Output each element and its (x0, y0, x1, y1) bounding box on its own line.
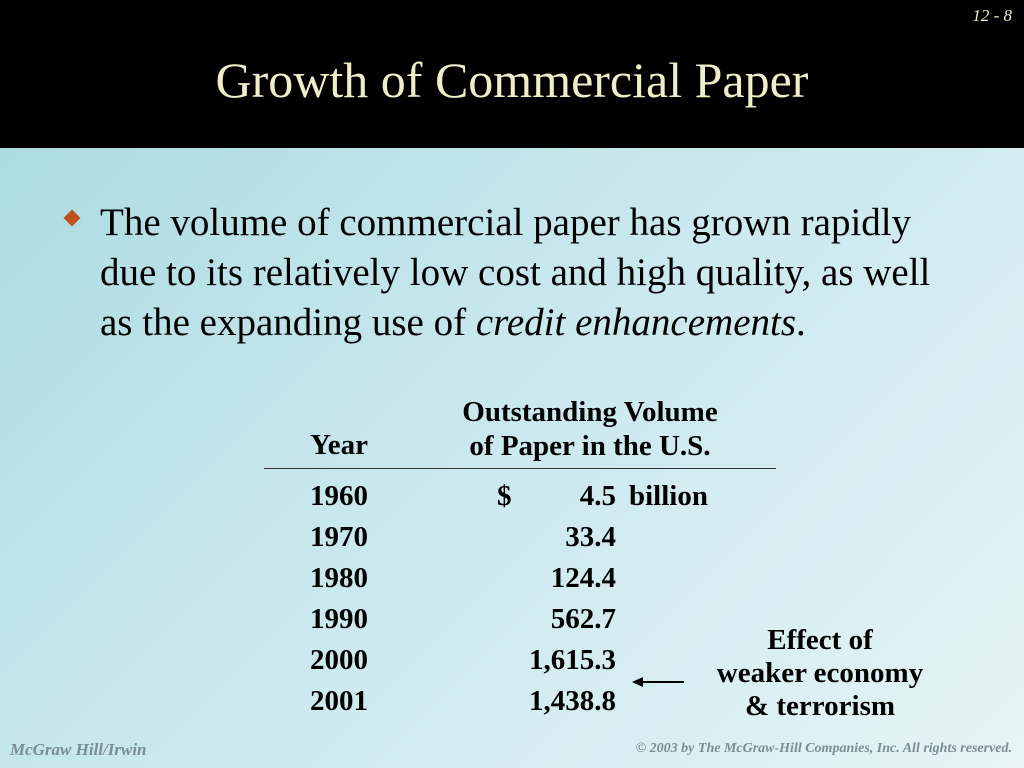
row-amount: 4.5 (579, 480, 616, 512)
amount-unit: billion (629, 480, 708, 512)
table-row (0, 476, 1024, 516)
table-row (0, 517, 1024, 557)
table-header-divider (264, 468, 776, 469)
row-year: 2001 (310, 685, 368, 717)
bullet-text (100, 198, 960, 348)
row-year: 2000 (310, 644, 368, 676)
footer-publisher: McGraw Hill/Irwin (10, 740, 147, 759)
column-header-volume-line1: Outstanding Volume (462, 396, 718, 428)
note-line1: Effect of (767, 624, 873, 656)
bullet-text-end: . (796, 301, 806, 344)
row-year: 1970 (310, 521, 368, 553)
note-line3: & terrorism (744, 690, 896, 722)
diamond-bullet-icon (64, 210, 81, 227)
row-amount: 1,438.8 (529, 685, 616, 717)
left-arrow-icon (630, 672, 690, 692)
row-year: 1960 (310, 480, 368, 512)
row-year: 1990 (310, 603, 368, 635)
footer-copyright: © 2003 by The McGraw-Hill Companies, Inc. All rights reserved. (635, 741, 1012, 756)
slide-title: Growth of Commercial Paper (215, 52, 809, 108)
note-line2: weaker economy (716, 657, 924, 689)
column-header-volume-line2: of Paper in the U.S. (469, 430, 711, 462)
annotation-note (694, 624, 946, 723)
currency-symbol: $ (497, 480, 512, 512)
row-amount: 562.7 (550, 603, 616, 635)
slide-number: 12 - 8 (972, 6, 1012, 25)
bullet-text-plain: The volume of commercial paper has grown rapidly due to its relatively low cost and high quality, as well as the expanding use of (100, 201, 931, 344)
bullet-text-italic: credit enhancements (475, 301, 797, 344)
row-amount: 124.4 (550, 562, 616, 594)
slide-header (0, 0, 1024, 148)
table-row (0, 558, 1024, 598)
row-year: 1980 (310, 562, 368, 594)
column-header-year: Year (310, 429, 368, 461)
row-amount: 1,615.3 (529, 644, 616, 676)
column-header-volume (430, 395, 750, 463)
row-amount: 33.4 (565, 521, 616, 553)
